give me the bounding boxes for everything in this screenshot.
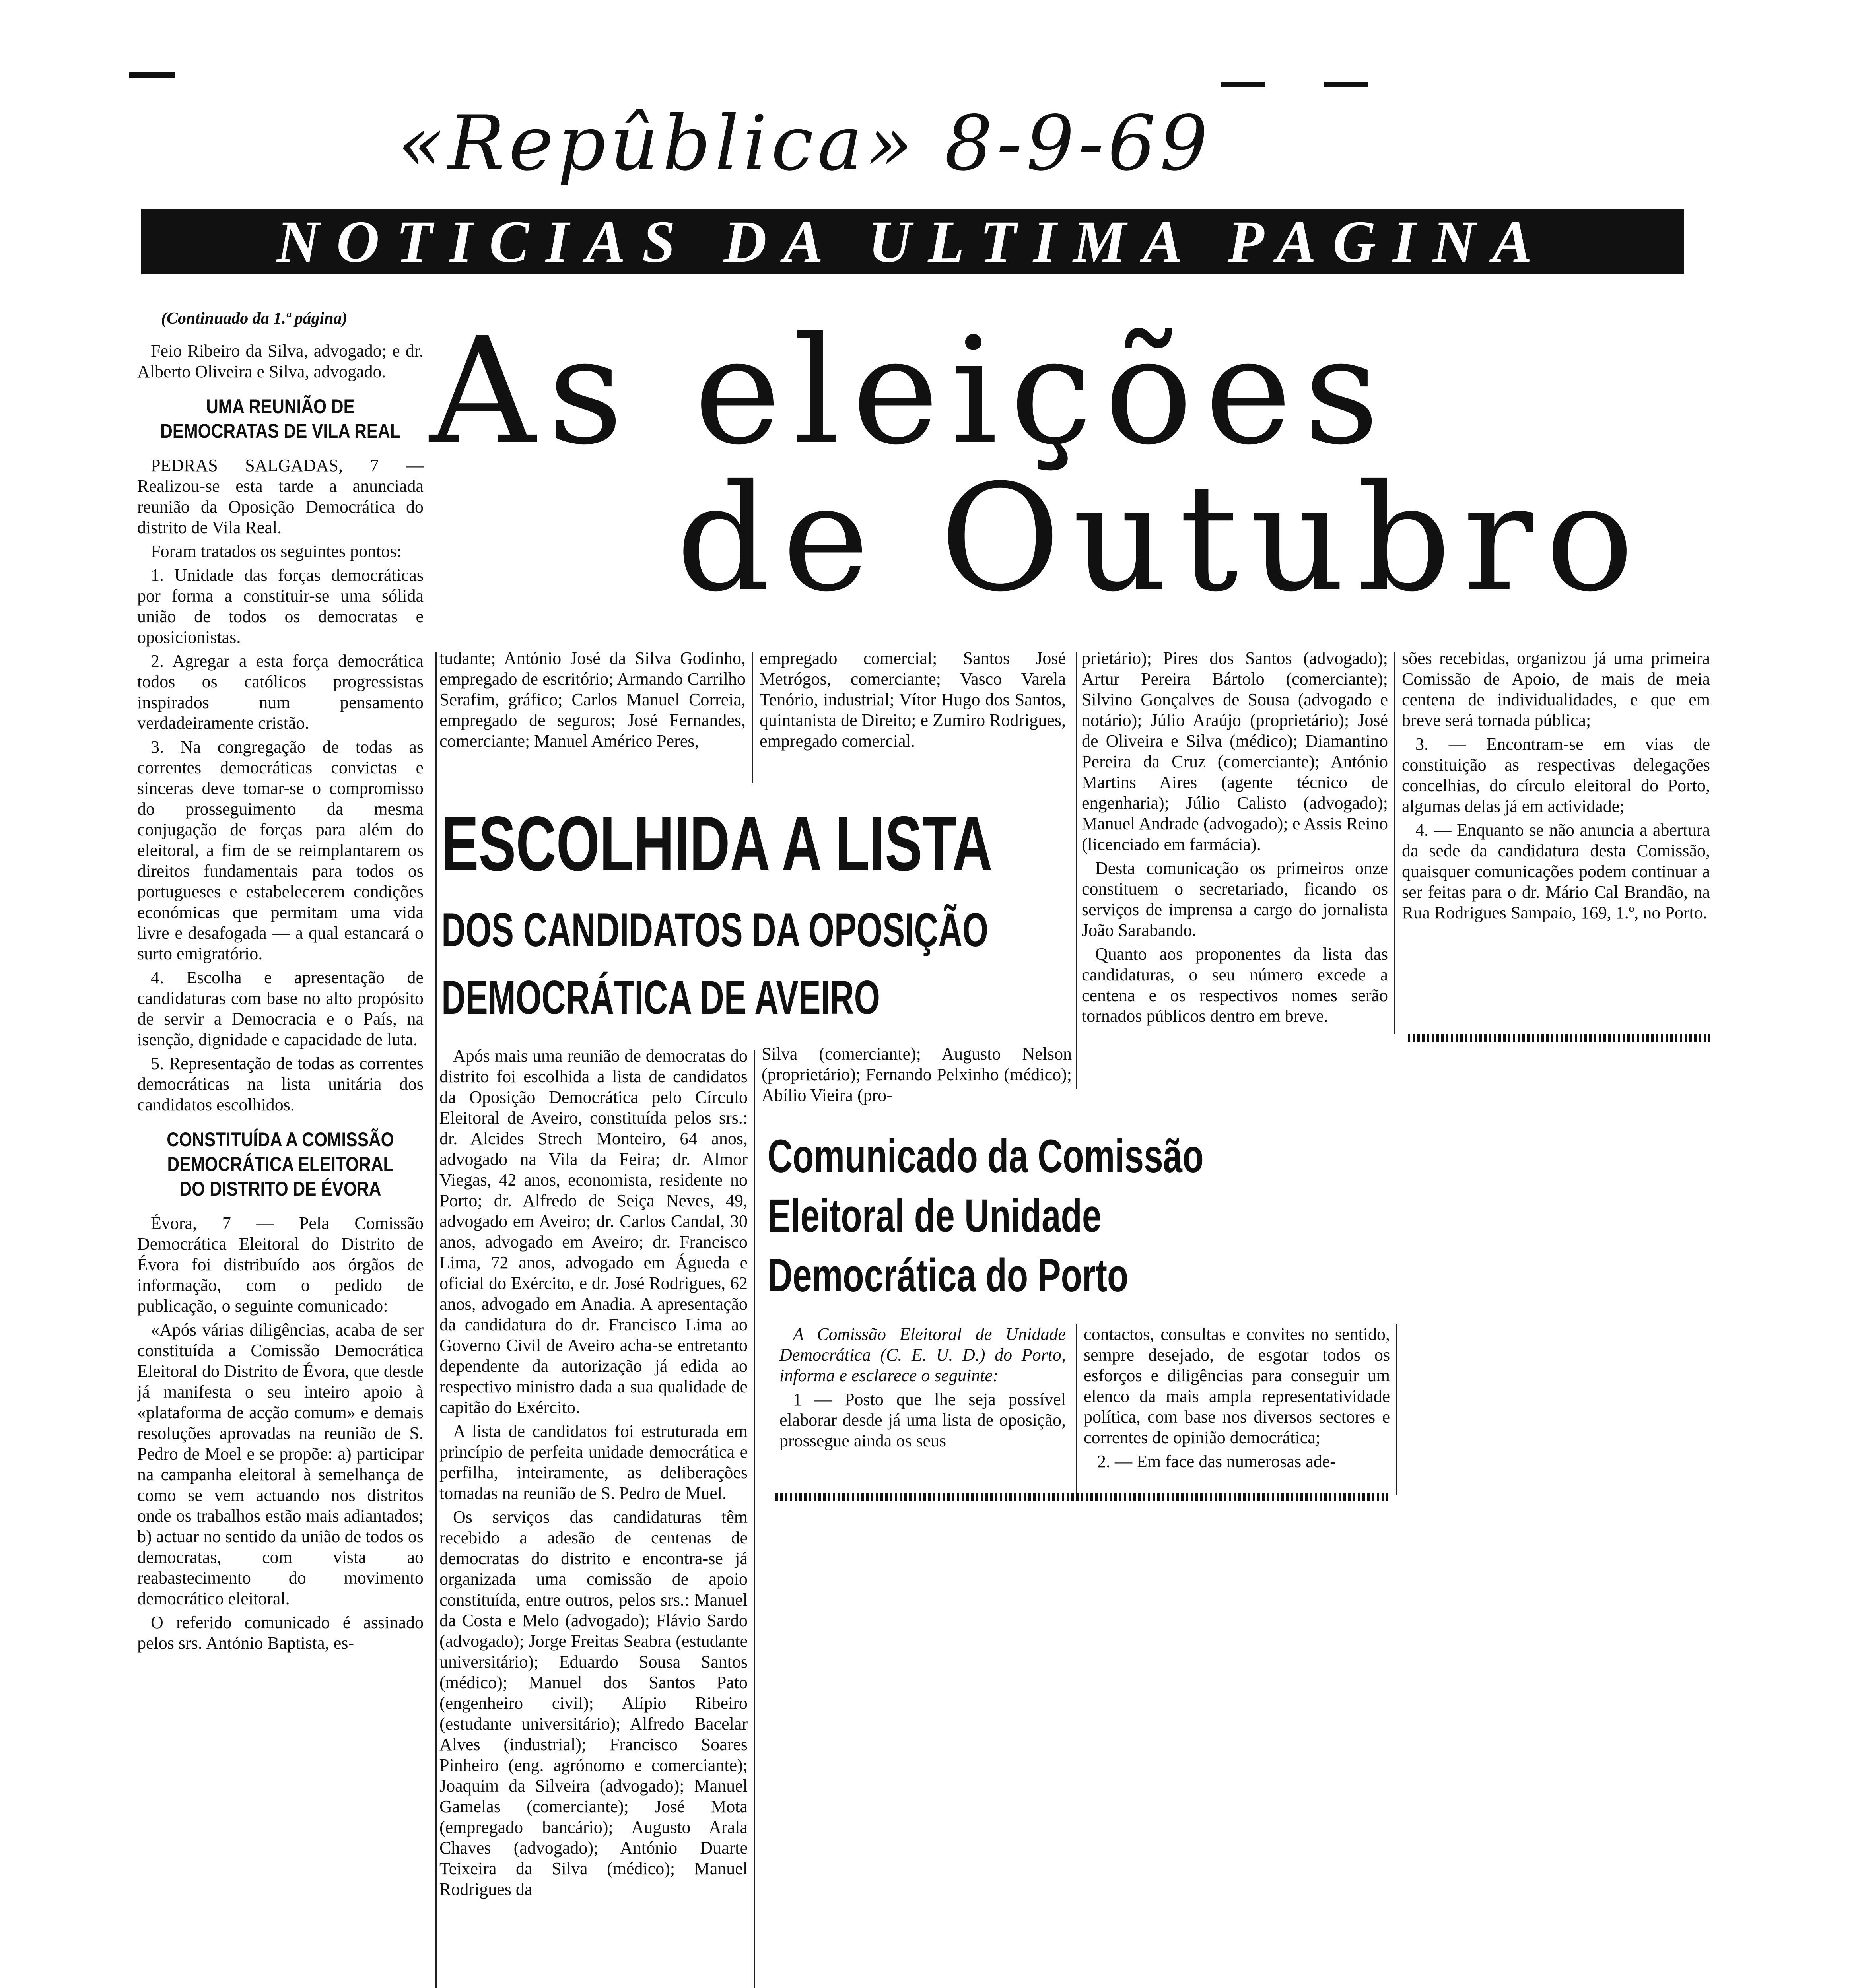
paragraph: prietário); Pires dos Santos (advogado); Artur Pereira Bártolo (comerciante); Silvino Gonçalves de Sousa (advogado e notário); Júlio Araújo (proprietário); José de Oliveira e Silva (médico); Diamantino Pereira da Cruz (comerciante); António Martins Aires (agente técnico de engenharia); Júlio Calisto (advogado); Manuel Andrade (advogado); e Assis Reino (licenciado em farmácia).	[1082, 648, 1388, 854]
subheadline-vila-real: UMA REUNIÃO DE DEMOCRATAS DE VILA REAL	[160, 395, 400, 442]
column-rule	[1076, 1324, 1077, 1495]
paragraph: Évora, 7 — Pela Comissão Democrática Eleitoral do Distrito de Évora foi distribuído aos órgãos de informação, com o pedido de publicação, o seguinte comunicado:	[137, 1213, 424, 1316]
paragraph: «Após várias diligências, acaba de ser constituída a Comissão Democrática Eleitoral do Distrito de Évora, que desde já manifesta o seu inteiro apoio à «plataforma de acção comum» e demais resoluções aprovadas na reunião de S. Pedro de Moel e se propõe: a) participar na campanha eleitoral à semelhança de como se vem actuando nos distritos onde os trabalhos estão mais adiantados; b) actuar no sentido da união de todos os democratas, com vista ao reabastecimento do movimento democrático eleitoral.	[137, 1320, 424, 1608]
paragraph: Os serviços das candidaturas têm recebido a adesão de centenas de democratas do distrito e encontra-se já organizada uma comissão de apoio constituída, entre outros, pelos srs.: Manuel da Costa e Melo (advogado); Flávio Sardo (advogado); Jorge Freitas Seabra (estudante universitário); Eduardo Sousa Santos (médico); Manuel dos Santos Pato (engenheiro civil); Alípio Ribeiro (estudante universitário); Alfredo Bacelar Alves (industrial); Francisco Soares Pinheiro (eng. agrónomo e comerciante); Joaquim da Silveira (advogado); Manuel Gamelas (comerciante); José Mota (empregado bancário); Augusto Arala Chaves (advogado); António Duarte Teixeira da Silva (médico); Manuel Rodrigues da	[439, 1507, 748, 1899]
top-right-dash-2	[1324, 82, 1368, 87]
paragraph: 3. Na congregação de todas as correntes democráticas convictas e sinceras deve tomar-se o compromisso do prosseguimento da mesma conjugação de forças para além do eleitoral, a fim de se reimplantarem os direitos fundamentais para todos os portugueses e estabelecerem condições económicas que permitam uma vida livre e desafogada — a qual estancará o surto emigratório.	[137, 737, 424, 963]
column-4	[1082, 648, 1388, 1113]
paragraph: 5. Representação de todas as correntes democráticas na lista unitária dos candidatos escolhidos.	[137, 1054, 424, 1114]
paragraph: O referido comunicado é assinado pelos srs. António Baptista, es-	[137, 1613, 424, 1653]
decorative-rule	[1408, 1034, 1710, 1042]
paragraph: sões recebidas, organizou já uma primeira Comissão de Apoio, de mais de meia centena de individualidades, e que em breve será tornada pública;	[1402, 648, 1710, 730]
handwritten-date-note: «Repûblica» 8-9-69	[398, 99, 1212, 187]
paragraph: contactos, consultas e convites no sentido, sempre desejado, de esgotar todos os esforços e diligências para conseguir um elenco da mais ampla representatividade política, com base nos diversos sectores e correntes de opinião democrática;	[1084, 1324, 1390, 1447]
main-title-line1: As eleições	[430, 306, 1392, 477]
paragraph: Após mais uma reunião de democratas do distrito foi escolhida a lista de candidatos da Oposição Democrática pelo Círculo Eleitoral de Aveiro, constituída pelos srs.: dr. Alcides Strech Monteiro, 64 anos, advogado na Vila da Feira; dr. Almor Viegas, 42 anos, economista, residente no Porto; dr. Alfredo de Seiça Neves, 49, advogado em Aveiro; dr. Carlos Candal, 30 anos, advogado em Aveiro; dr. Francisco Lima, 72 anos, advogado em Águeda e oficial do Exército, e dr. José Rodrigues, 62 anos, advogado em Anadia. A apresentação da candidatura do dr. Francisco Lima ao Governo Civil de Aveiro acha-se entretanto dependente da autorização já edida ao respectivo ministro dada a sua qualidade de capitão do Exército.	[439, 1046, 748, 1417]
porto-column-1	[779, 1324, 1066, 1491]
column-rule	[1076, 652, 1077, 1089]
decorative-rule	[775, 1493, 1388, 1501]
column-rule	[752, 652, 753, 783]
column-5	[1402, 648, 1710, 1026]
paragraph: empregado comercial; Santos José Metrógos, comerciante; Vasco Varela Tenório, industrial; Vítor Hugo dos Santos, quintanista de Direito; e Zumiro Rodrigues, empregado comercial.	[760, 648, 1066, 751]
porto-intro: A Comissão Eleitoral de Unidade Democrática (C. E. U. D.) do Porto, informa e esclarece o seguinte:	[779, 1324, 1066, 1385]
paragraph: 4. Escolha e apresentação de candidaturas com base no alto propósito de servir a Democracia e o País, na isenção, dignidade e capacidade de luta.	[137, 968, 424, 1049]
paragraph: Quanto aos proponentes da lista das candidaturas, o seu número excede a centena e os respectivos nomes serão tornados públicos dentro em breve.	[1082, 944, 1388, 1026]
main-title-line2: de Outubro	[676, 453, 1646, 624]
headline-comunicado: Comunicado da Comissão	[768, 1130, 1204, 1182]
paragraph: 1 — Posto que lhe seja possível elaborar desde já uma lista de oposição, prossegue ainda os seus	[779, 1390, 1066, 1450]
paragraph: Silva (comerciante); Augusto Nelson (proprietário); Fernando Pelxinho (médico); Abílio Vieira (pro-	[762, 1044, 1072, 1105]
paragraph: tudante; António José da Silva Godinho, empregado de escritório; Armando Carrilho Serafim, gráfico; Carlos Manuel Correia, empregado de seguros; José Fernandes, comerciante; Manuel Américo Peres,	[439, 648, 746, 751]
top-right-dash-1	[1221, 82, 1265, 87]
headline-aveiro: DEMOCRÁTICA DE AVEIRO	[441, 971, 880, 1024]
headline-eleitoral: Eleitoral de Unidade	[768, 1190, 1102, 1242]
headline-porto: Democrática do Porto	[768, 1249, 1129, 1302]
paragraph: 3. — Encontram-se em vias de constituição as respectivas delegações concelhias, do círculo eleitoral do Porto, algumas delas já em actividade;	[1402, 734, 1710, 816]
paragraph: 2. — Em face das numerosas ade-	[1097, 1452, 1336, 1471]
subheadline-evora: CONSTITUÍDA A COMISSÃO DEMOCRÁTICA ELEITORAL DO DISTRITO DE ÉVORA	[167, 1128, 394, 1200]
continued-note: (Continuado da 1.ª página)	[161, 309, 348, 328]
porto-column-2	[1084, 1324, 1390, 1491]
headline-escolhida: ESCOLHIDA A LISTA	[441, 800, 993, 887]
column-3-top	[760, 648, 1066, 799]
paragraph: PEDRAS SALGADAS, 7 — Realizou-se esta tarde a anunciada reunião da Oposição Democrática do distrito de Vila Real.	[137, 456, 424, 537]
paragraph: Feio Ribeiro da Silva, advogado; e dr. Alberto Oliveira e Silva, advogado.	[137, 341, 424, 381]
aveiro-column-1	[439, 1046, 748, 1988]
column-2-top	[439, 648, 746, 799]
column-rule	[754, 1050, 755, 1988]
headline-candidatos: DOS CANDIDATOS DA OPOSIÇÃO	[441, 903, 989, 957]
column-rule	[1394, 652, 1395, 1034]
section-banner: NOTICIAS DA ULTIMA PAGINA	[141, 209, 1684, 274]
paragraph: 4. — Enquanto se não anuncia a abertura da sede da candidatura desta Comissão, quaisquer comunicações podem continuar a ser feitas para o dr. Mário Cal Brandão, na Rua Rodrigues Sampaio, 169, 1.º, no Porto.	[1402, 820, 1710, 922]
column-rule	[1396, 1324, 1397, 1495]
paragraph: Foram tratados os seguintes pontos:	[151, 542, 402, 561]
paragraph: 1. Unidade das forças democráticas por forma a constituir-se uma sólida união de todos os democratas e oposicionistas.	[137, 565, 424, 647]
paragraph: A lista de candidatos foi estruturada em princípio de perfeita unidade democrática e perfilha, inteiramente, as deliberações tomadas na reunião de S. Pedro de Muel.	[439, 1421, 748, 1503]
top-left-dash	[129, 72, 175, 78]
column-rule	[435, 652, 437, 1988]
column-left	[137, 308, 424, 1930]
paragraph: 2. Agregar a esta força democrática todos os católicos progressistas inspirados num pensamento verdadeiramente cristão.	[137, 651, 424, 733]
aveiro-column-2	[762, 1044, 1072, 1111]
paragraph: Desta comunicação os primeiros onze constituem o secretariado, ficando os serviços de imprensa a cargo do jornalista João Sarabando.	[1082, 858, 1388, 940]
